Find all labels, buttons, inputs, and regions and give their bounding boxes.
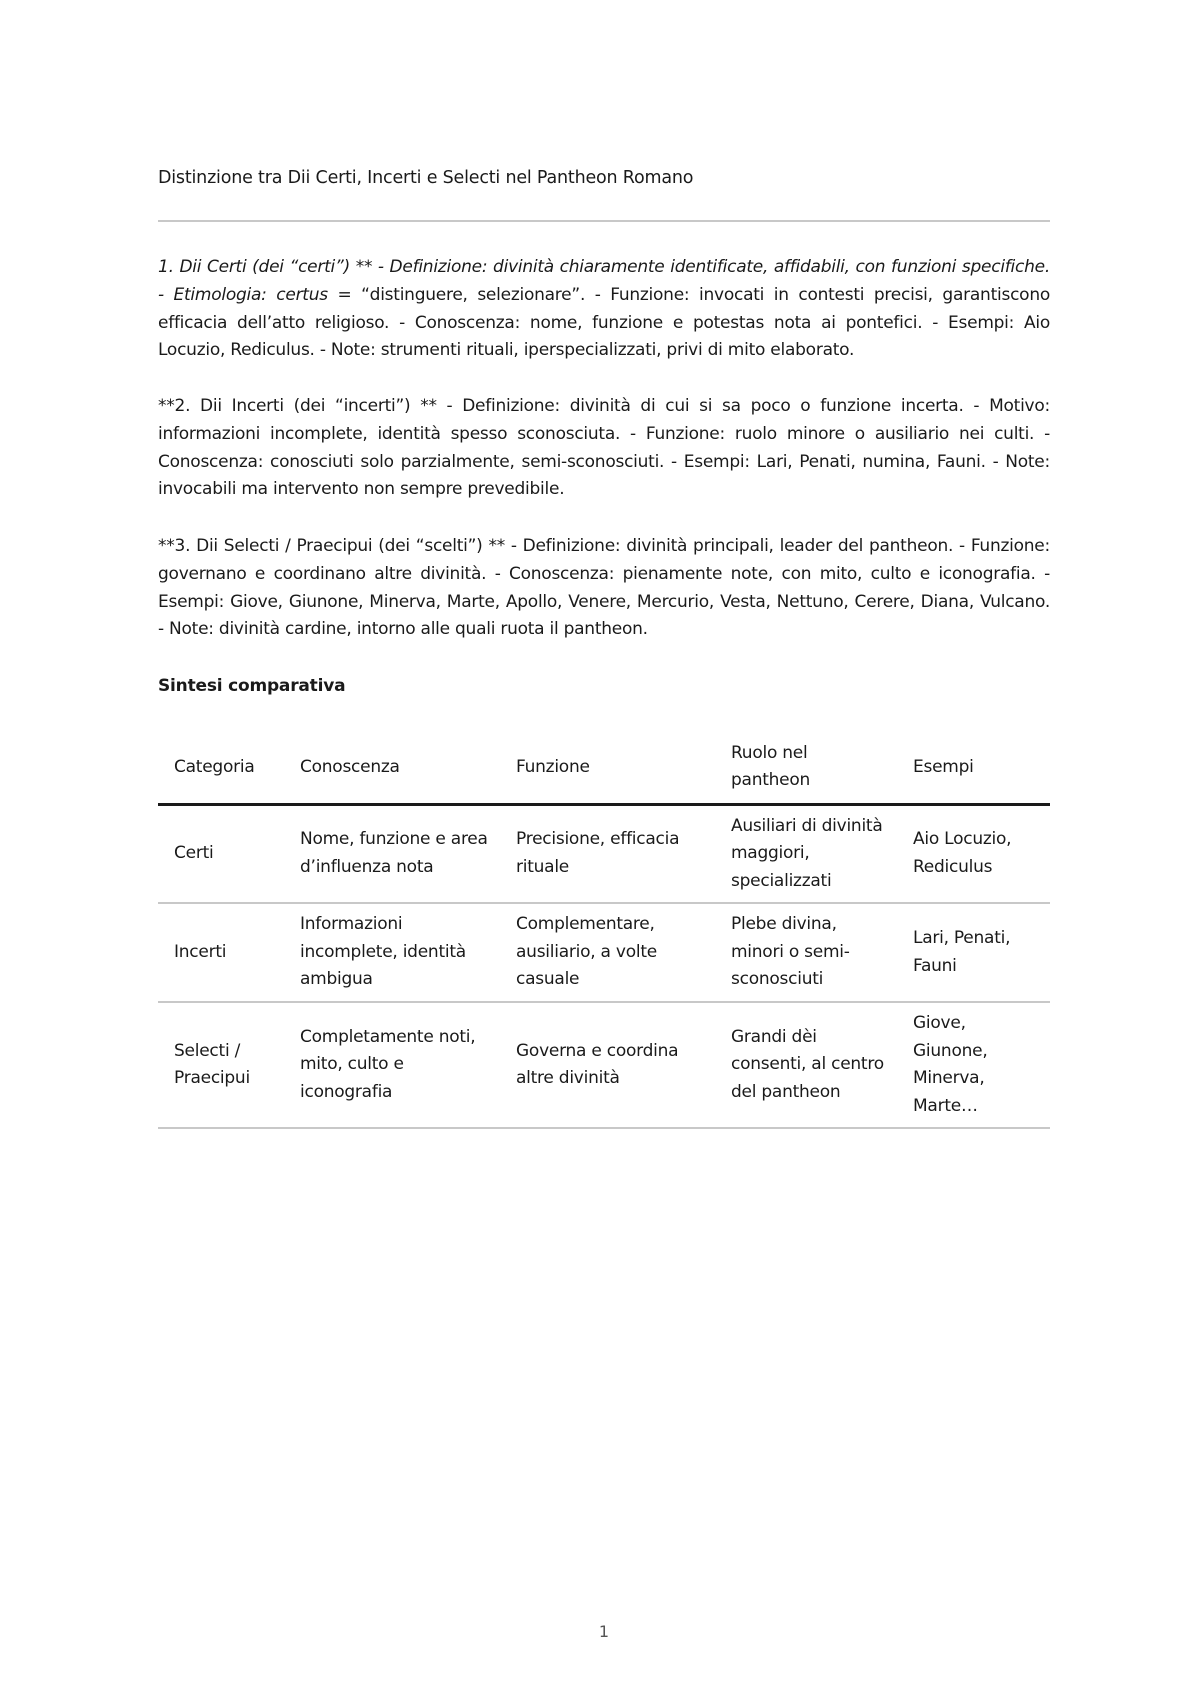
table-row <box>158 903 1050 1002</box>
header-ruolo: Ruolo nel pantheon <box>715 732 897 804</box>
table-cell: Informazioni incomplete, identità ambigua <box>284 903 500 1002</box>
section-dii-selecti: **3. Dii Selecti / Praecipui (dei “scelti”) ** - Definizione: divinità principali, leader del pantheon. - Funzione: governano e coordinano altre divinità. - Conoscenza: pienamente note, con mito, culto e iconografia. - Esempi: Giove, Giunone, Minerva, Marte, Apollo, Venere, Mercurio, Vesta, Nettuno, Cerere, Diana, Vulcano. - Note: divinità cardine, intorno alle quali ruota il pantheon. <box>158 536 1050 640</box>
table-row <box>158 1002 1050 1128</box>
table-cell: Completamente noti, mito, culto e iconografia <box>284 1002 500 1128</box>
header-categoria: Categoria <box>158 732 284 804</box>
section-dii-certi-italic-lead: 1. Dii Certi (dei “certi”) ** - Definizione: divinità chiaramente identificate, affidabili, con funzioni specifiche. - Etimologia: certus <box>158 257 1050 305</box>
header-funzione: Funzione <box>500 732 715 804</box>
section-dii-certi <box>158 254 1050 365</box>
document-title: Distinzione tra Dii Certi, Incerti e Selecti nel Pantheon Romano <box>158 168 694 188</box>
table-cell: Certi <box>158 804 284 903</box>
table-cell: Lari, Penati, Fauni <box>897 903 1050 1002</box>
table-cell: Nome, funzione e area d’influenza nota <box>284 804 500 903</box>
table-cell: Aio Locuzio, Rediculus <box>897 804 1050 903</box>
table-header-row <box>158 732 1050 804</box>
table-cell: Grandi dèi consenti, al centro del pantheon <box>715 1002 897 1128</box>
table-cell: Complementare, ausiliario, a volte casuale <box>500 903 715 1002</box>
title-divider <box>158 220 1050 222</box>
table-row <box>158 804 1050 903</box>
section-dii-incerti: **2. Dii Incerti (dei “incerti”) ** - Definizione: divinità di cui si sa poco o funzione incerta. - Motivo: informazioni incomplete, identità spesso sconosciuta. - Funzione: ruolo minore o ausiliario nei culti. - Conoscenza: conosciuti solo parzialmente, semi-sconosciuti. - Esempi: Lari, Penati, numina, Fauni. - Note: invocabili ma intervento non sempre prevedibile. <box>158 396 1050 500</box>
summary-heading: Sintesi comparativa <box>158 676 346 696</box>
header-conoscenza: Conoscenza <box>284 732 500 804</box>
document-page <box>158 0 1050 1696</box>
table-cell: Incerti <box>158 903 284 1002</box>
table-cell: Precisione, efficacia rituale <box>500 804 715 903</box>
section-dii-certi-rest: = “distinguere, selezionare”. - Funzione: invocati in contesti precisi, garantiscono efficacia dell’atto religioso. - Conoscenza: nome, funzione e potestas nota ai pontefici. - Esempi: Aio Locuzio, Rediculus. - Note: strumenti rituali, iperspecializzati, privi di mito elaborato. <box>158 284 1050 361</box>
comparison-table <box>158 732 1050 1129</box>
header-esempi: Esempi <box>897 732 1050 804</box>
page-number: 1 <box>598 1622 610 1641</box>
table-cell: Governa e coordina altre divinità <box>500 1002 715 1128</box>
table-cell: Giove, Giunone, Minerva, Marte… <box>897 1002 1050 1128</box>
table-cell: Ausiliari di divinità maggiori, specializzati <box>715 804 897 903</box>
table-cell: Plebe divina, minori o semi-sconosciuti <box>715 903 897 1002</box>
table-cell: Selecti / Praecipui <box>158 1002 284 1128</box>
